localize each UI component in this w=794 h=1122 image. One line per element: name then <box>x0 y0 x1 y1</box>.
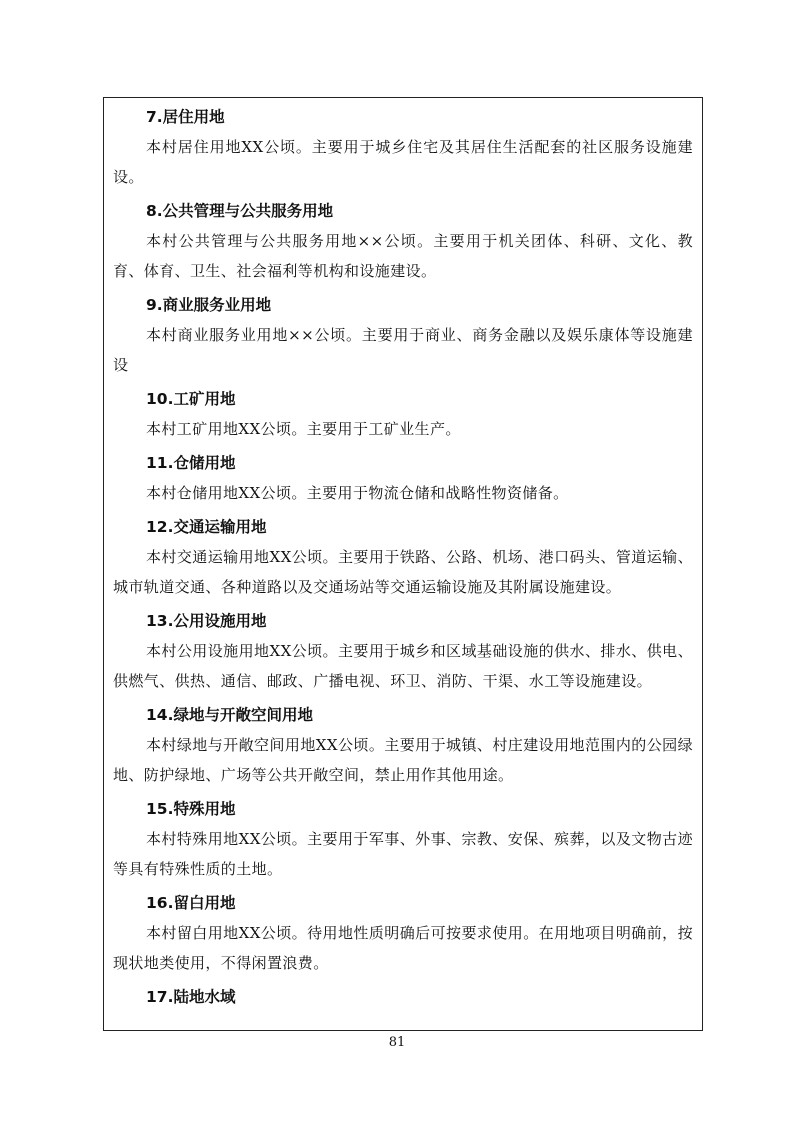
section-body-7: 本村居住用地XX公顷。主要用于城乡住宅及其居住生活配套的社区服务设施建设。 <box>113 138 693 186</box>
page-number: 81 <box>388 1035 406 1050</box>
section-body-14: 本村绿地与开敞空间用地XX公顷。主要用于城镇、村庄建设用地范围内的公园绿地、防护绿地、广场等公共开敞空间，禁止用作其他用途。 <box>113 736 693 784</box>
document-content <box>113 98 693 1012</box>
section-body-12: 本村交通运输用地XX公顷。主要用于铁路、公路、机场、港口码头、管道运输、城市轨道交通、各种道路以及交通场站等交通运输设施及其附属设施建设。 <box>113 548 693 596</box>
section-heading-17: 17.陆地水域 <box>146 988 236 1006</box>
section-heading-13: 13.公用设施用地 <box>146 612 267 630</box>
section-body-9: 本村商业服务业用地××公顷。主要用于商业、商务金融以及娱乐康体等设施建设 <box>113 326 693 374</box>
section-heading-14: 14.绿地与开敞空间用地 <box>146 706 313 724</box>
section-heading-10: 10.工矿用地 <box>146 390 236 408</box>
document-frame <box>103 97 703 1031</box>
section-body-10: 本村工矿用地XX公顷。主要用于工矿业生产。 <box>146 420 461 438</box>
section-body-8: 本村公共管理与公共服务用地××公顷。主要用于机关团体、科研、文化、教育、体育、卫生、社会福利等机构和设施建设。 <box>113 232 693 280</box>
section-heading-12: 12.交通运输用地 <box>146 518 267 536</box>
section-body-16: 本村留白用地XX公顷。待用地性质明确后可按要求使用。在用地项目明确前，按现状地类使用，不得闲置浪费。 <box>113 924 693 972</box>
section-heading-8: 8.公共管理与公共服务用地 <box>146 202 334 220</box>
section-body-15: 本村特殊用地XX公顷。主要用于军事、外事、宗教、安保、殡葬，以及文物古迹等具有特殊性质的土地。 <box>113 830 693 878</box>
section-heading-11: 11.仓储用地 <box>146 454 236 472</box>
section-body-13: 本村公用设施用地XX公顷。主要用于城乡和区域基础设施的供水、排水、供电、供燃气、供热、通信、邮政、广播电视、环卫、消防、干渠、水工等设施建设。 <box>113 642 693 690</box>
section-heading-7: 7.居住用地 <box>146 108 225 126</box>
section-heading-15: 15.特殊用地 <box>146 800 236 818</box>
section-heading-16: 16.留白用地 <box>146 894 236 912</box>
section-body-11: 本村仓储用地XX公顷。主要用于物流仓储和战略性物资储备。 <box>146 484 569 502</box>
section-heading-9: 9.商业服务业用地 <box>146 296 272 314</box>
